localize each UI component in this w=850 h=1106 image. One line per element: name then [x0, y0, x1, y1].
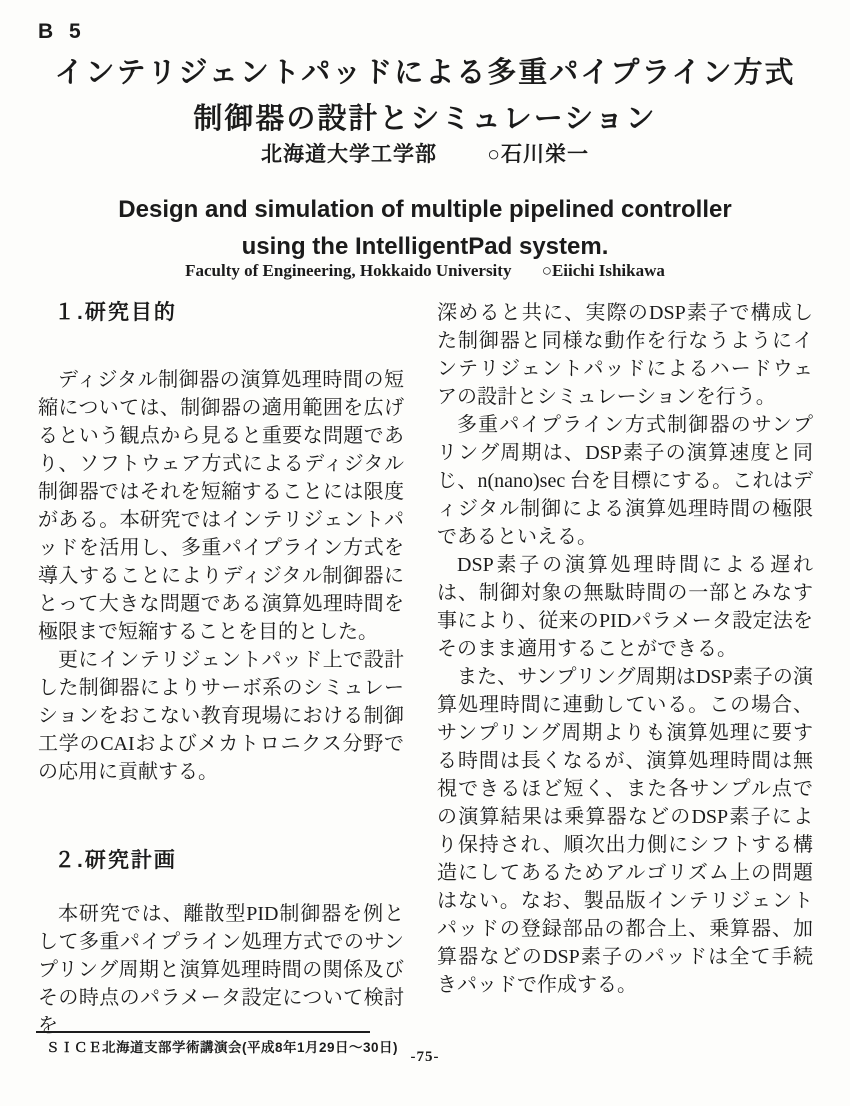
author-english: ○Eiichi Ishikawa — [541, 261, 665, 280]
right-paragraph-1: 深めると共に、実際のDSP素子で構成した制御器と同様な動作を行なうようにインテリジェントパッドによるハードウェアの設計とシミュレーションを行う。 — [437, 302, 813, 408]
right-column — [437, 299, 813, 999]
title-en-line2: using the IntelligentPad system. — [241, 233, 609, 260]
right-paragraph-2: 多重パイプライン方式制御器のサンプリング周期は、DSP素子の演算速度と同じ、n(nano)sec 台を目標にする。これはディジタル制御による演算処理時間の極限であるといえる。 — [437, 414, 813, 548]
left-column — [38, 298, 404, 1040]
right-paragraph-3: DSP素子の演算処理時間による遅れは、制御対象の無駄時間の一部とみなす事により、従来のPIDパラメータ設定法をそのまま適用することができる。 — [437, 554, 813, 660]
affiliation-japanese: 北海道大学工学部 — [261, 142, 438, 166]
byline-english — [0, 261, 850, 281]
conference-note: ＳＩＣＥ北海道支部学術講演会(平成8年1月29日～30日) — [46, 1040, 399, 1055]
page-number: -75- — [410, 1049, 440, 1065]
right-paragraph-4: また、サンプリング周期はDSP素子の演算処理時間に連動している。この場合、サンプリング周期よりも演算処理に要する時間は長くなるが、演算処理時間は無視できるほど短く、また各サンプル点での演算結果は乗算器などのDSP素子により保持され、順次出力側にシフトする構造にしてあるためアルゴリズム上の問題はない。なお、製品版インテリジェントパッドの登録部品の都合上、乗算器、加算器などのDSP素子のパッドは全て手続きパッドで作成する。 — [437, 666, 813, 996]
section2-paragraph-1: 本研究では、離散型PID制御器を例として多重パイプライン処理方式でのサンプリング周期と演算処理時間の関係及びその時点のパラメータ設定について検討を — [38, 903, 404, 1037]
paper-title-english — [0, 191, 850, 265]
section1-paragraph-2: 更にインテリジェントパッド上で設計した制御器によりサーボ系のシミュレーションをおこない教育現場における制御工学のCAIおよびメカトロニクス分野での応用に貢献する。 — [38, 649, 404, 783]
paper-title-japanese — [0, 50, 850, 142]
byline-japanese — [0, 138, 850, 168]
title-ja-line2: 制御器の設計とシミュレーション — [193, 103, 657, 135]
session-code: B 5 — [38, 20, 86, 43]
title-ja-line1: インテリジェントパッドによる多重パイプライン方式 — [54, 57, 796, 89]
section1-heading: １.研究目的 — [54, 301, 177, 324]
title-en-line1: Design and simulation of multiple pipelined controller — [118, 196, 732, 223]
affiliation-english: Faculty of Engineering, Hokkaido University — [185, 261, 512, 280]
section2-heading: ２.研究計画 — [54, 849, 177, 872]
footnote-rule — [36, 1031, 370, 1033]
section1-paragraph-1: ディジタル制御器の演算処理時間の短縮については、制御器の適用範囲を広げるという観点から見ると重要な問題であり、ソフトウェア方式によるディジタル制御器ではそれを短縮することには限度がある。本研究ではインテリジェントパッドを活用し、多重パイプライン方式を導入することによりディジタル制御器にとって大きな問題である演算処理時間を極限まで短縮することを目的とした。 — [38, 369, 404, 643]
author-japanese: ○石川栄一 — [487, 142, 589, 166]
